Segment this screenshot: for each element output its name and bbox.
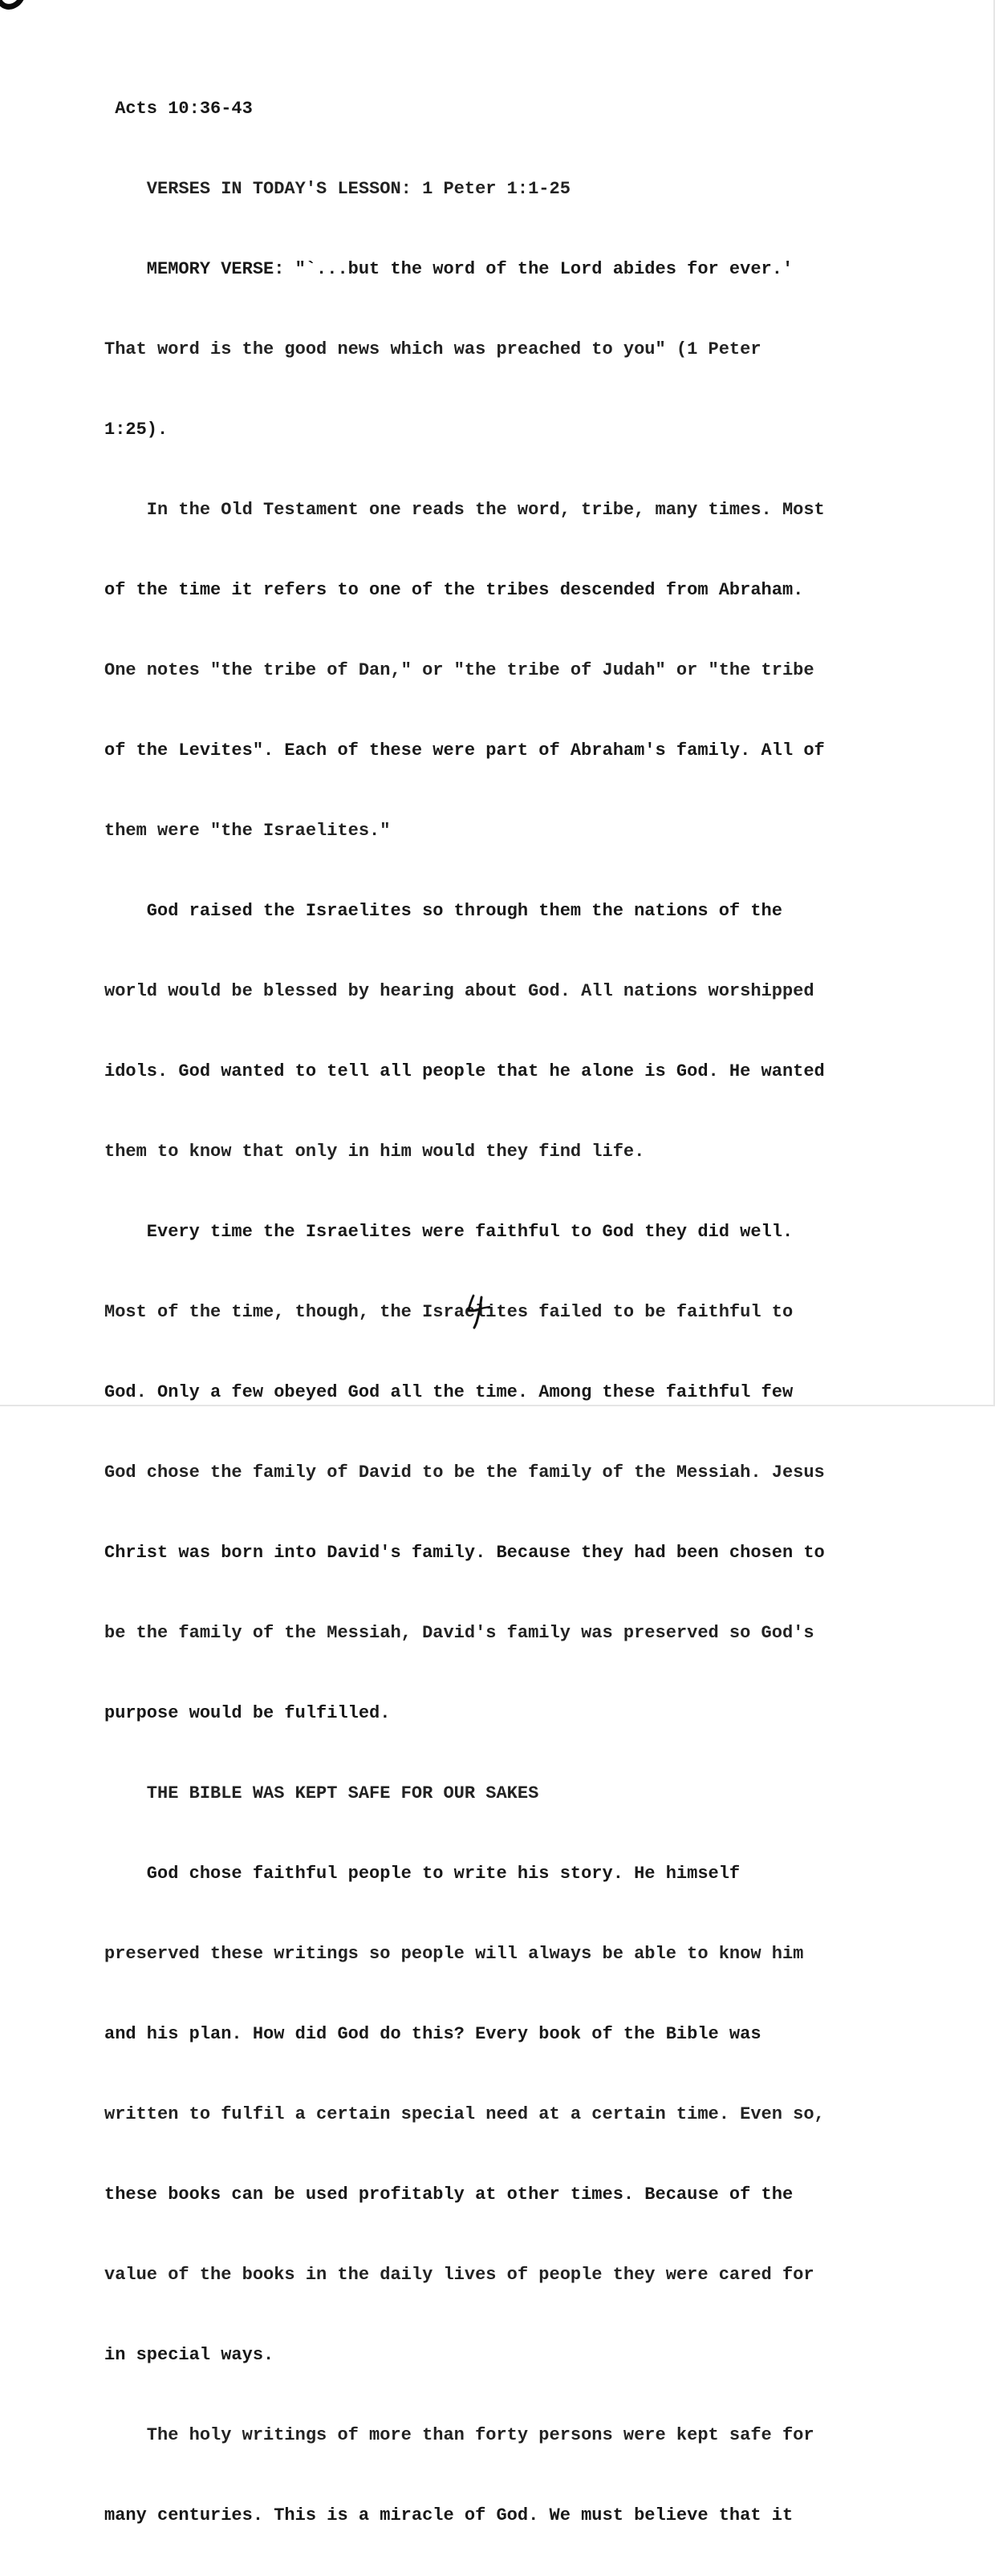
page-number-handwritten (464, 1293, 496, 1330)
text-line: The holy writings of more than forty persons were kept safe for (104, 2425, 814, 2445)
text-line: idols. God wanted to tell all people that he alone is God. He wanted (104, 1061, 825, 1081)
text-line: in special ways. (104, 2345, 274, 2365)
text-line: written to fulfil a certain special need at a certain time. Even so, (104, 2104, 825, 2124)
corner-ink-mark-icon (0, 0, 30, 19)
text-line: value of the books in the daily lives of people they were cared for (104, 2265, 814, 2285)
text-line: 1:25). (104, 420, 169, 440)
text-line: be the family of the Messiah, David's family was preserved so God's (104, 1623, 814, 1643)
text-line: world would be blessed by hearing about God. All nations worshipped (104, 981, 814, 1001)
text-line: many centuries. This is a miracle of God. We must believe that it (104, 2505, 794, 2525)
text-line: VERSES IN TODAY'S LESSON: 1 Peter 1:1-25 (104, 179, 571, 199)
scripture-reference-line: Acts 10:36-43 (104, 99, 253, 119)
text-line: God raised the Israelites so through them the nations of the (104, 901, 782, 921)
text-line: That word is the good news which was preached to you" (1 Peter (104, 339, 761, 359)
text-line: these books can be used profitably at other times. Because of the (104, 2185, 794, 2205)
text-line: of the Levites". Each of these were part of Abraham's family. All of (104, 740, 825, 761)
text-line: God chose faithful people to write his story. He himself (104, 1864, 741, 1884)
text-line: of the time it refers to one of the tribes descended from Abraham. (104, 580, 804, 600)
text-line: God. Only a few obeyed God all the time. Among these faithful few (104, 1382, 794, 1402)
text-line: preserved these writings so people will always be able to know him (104, 1944, 804, 1964)
section-heading-line: THE BIBLE WAS KEPT SAFE FOR OUR SAKES (104, 1783, 539, 1803)
text-line: One notes "the tribe of Dan," or "the tribe of Judah" or "the tribe (104, 660, 814, 680)
text-line: MEMORY VERSE: "`...but the word of the Lord abides for ever.' (104, 259, 794, 279)
text-line: purpose would be fulfilled. (104, 1703, 391, 1723)
text-line: Christ was born into David's family. Because they had been chosen to (104, 1543, 825, 1563)
text-line: Most of the time, though, the Israelites failed to be faithful to (104, 1302, 794, 1322)
text-line: them were "the Israelites." (104, 821, 391, 841)
handwritten-4-icon (464, 1293, 496, 1330)
text-line: and his plan. How did God do this? Every book of the Bible was (104, 2024, 761, 2044)
text-line: In the Old Testament one reads the word, tribe, many times. Most (104, 500, 825, 520)
text-line: Every time the Israelites were faithful to God they did well. (104, 1222, 794, 1242)
text-line: God chose the family of David to be the family of the Messiah. Jesus (104, 1462, 825, 1483)
text-line: them to know that only in him would they find life. (104, 1142, 645, 1162)
